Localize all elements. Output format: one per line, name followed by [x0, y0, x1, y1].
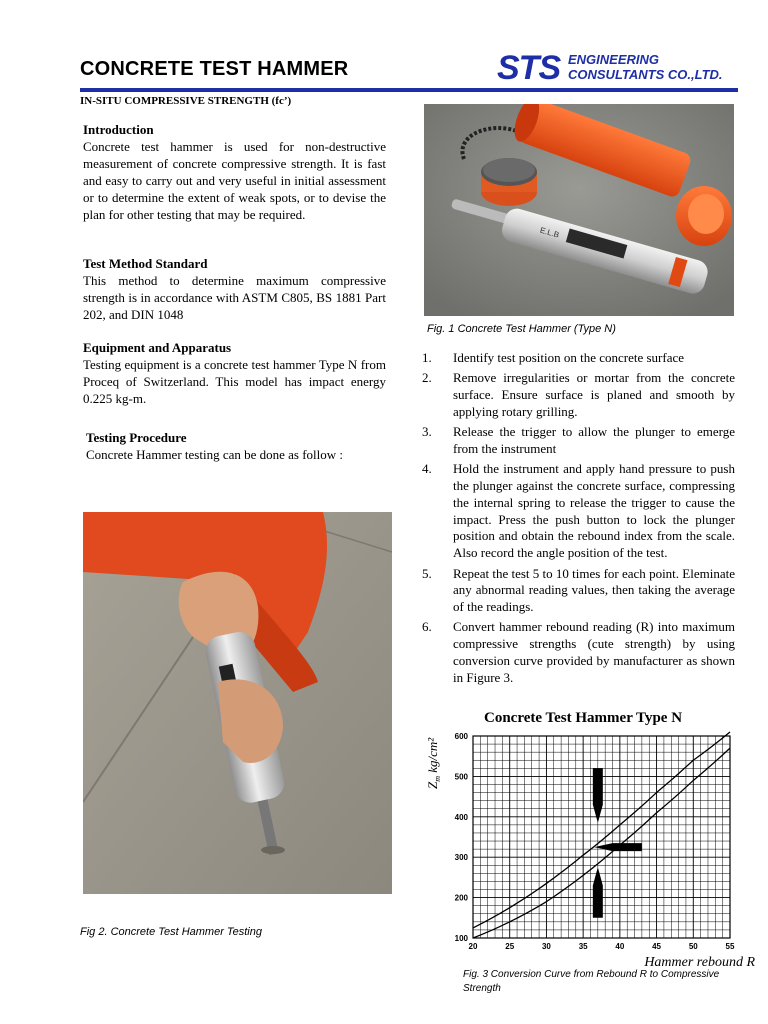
step-text: Convert hammer rebound reading (R) into maximum compressive strengths (cute strength) by using conversion curve provided by manufacturer as shown in Figure 3.	[453, 619, 735, 685]
chart-title: Concrete Test Hammer Type N	[484, 710, 683, 726]
fig1-photo	[424, 104, 734, 316]
chart-y-tick-label: 200	[454, 893, 468, 903]
chart-x-tick-label: 30	[541, 942, 551, 951]
chart-x-tick-label: 20	[468, 942, 478, 951]
chart-y-tick-label: 300	[454, 853, 468, 863]
fig2-caption: Fig 2. Concrete Test Hammer Testing	[80, 926, 262, 938]
company-name-line1: ENGINEERING	[568, 52, 660, 67]
step-text: Remove irregularities or mortar from the concrete surface. Ensure surface is planed and smooth by applying rotary grilling.	[453, 370, 735, 419]
chart-x-tick-label: 55	[725, 942, 735, 951]
company-logo: STS	[497, 49, 561, 87]
chart-ylabel-sub: m	[433, 775, 442, 782]
standard-text: This method to determine maximum compressive strength is in accordance with ASTM C805, BS 1881 Part 202, and DIN 1048	[83, 273, 386, 322]
header-divider	[80, 88, 738, 92]
step-number: 6.	[422, 619, 432, 635]
chart-y-tick-label: 100	[454, 934, 468, 943]
company-name-line2: CONSULTANTS CO.,LTD.	[568, 67, 723, 82]
procedure-intro-text: Concrete Hammer testing can be done as follow :	[86, 447, 344, 462]
chart-y-tick-label: 500	[454, 772, 468, 782]
chart-x-tick-label: 35	[578, 942, 588, 951]
company-name	[568, 52, 723, 82]
step-text: Repeat the test 5 to 10 times for each point. Eleminate any abnormal reading values, then taking the average of the readings.	[453, 565, 735, 615]
page-subtitle: IN-SITU COMPRESSIVE STRENGTH (fc’)	[80, 95, 292, 107]
standard-section	[83, 255, 386, 323]
fig1-caption: Fig. 1 Concrete Test Hammer (Type N)	[427, 323, 616, 335]
equipment-section	[83, 339, 386, 407]
step-number: 5.	[422, 565, 432, 581]
step-number: 1.	[422, 350, 432, 365]
standard-heading: Test Method Standard	[83, 256, 208, 271]
procedure-step	[422, 619, 735, 686]
fig2-photo	[83, 512, 392, 894]
chart-ylabel-unit: kg/cm²	[425, 737, 440, 776]
introduction-text: Concrete test hammer is used for non-destructive measurement of concrete compressive strength. It is fast and easy to carry out and very useful in initial assessment or to determine the extent of weak spots, or to devise the plan for other testing that may be required.	[83, 139, 386, 222]
chart-x-tick-label: 40	[615, 942, 625, 951]
chart-xlabel: Hammer rebound R	[644, 955, 755, 970]
step-number: 2.	[422, 370, 432, 386]
hammer-testing-illustration	[83, 512, 392, 894]
test-hammer-illustration	[424, 104, 734, 316]
step-text: Release the trigger to allow the plunger to emerge from the instrument	[453, 424, 735, 456]
fig3-caption: Fig. 3 Conversion Curve from Rebound R to Compressive Strength	[463, 969, 720, 994]
equipment-text: Testing equipment is a concrete test hammer Type N from Proceq of Switzerland. This model has impact energy 0.225 kg-m.	[83, 357, 386, 406]
equipment-heading: Equipment and Apparatus	[83, 340, 232, 355]
chart-y-tick-label: 400	[454, 812, 468, 822]
procedure-heading: Testing Procedure	[86, 430, 187, 445]
step-text: Hold the instrument and apply hand pressure to push the plunger against the concrete surface, compressing the internal spring to release the trigger to cause the impact. Press the push button to lock the plunger position and obtain the rebound index from the scale. Also record the angle position of the test.	[453, 461, 735, 561]
chart-ylabel	[422, 735, 442, 795]
page-title: CONCRETE TEST HAMMER	[80, 58, 349, 80]
introduction-heading: Introduction	[83, 122, 154, 137]
conversion-chart	[440, 728, 760, 986]
procedure-step	[422, 350, 735, 367]
chart-x-ticks	[469, 942, 735, 951]
chart-y-ticks	[455, 732, 469, 943]
introduction-section	[83, 121, 386, 223]
step-number: 3.	[422, 424, 432, 440]
chart-y-tick-label: 600	[454, 732, 468, 741]
chart-x-tick-label: 50	[688, 942, 698, 951]
hammer-brand-label: E.L.B	[538, 225, 561, 240]
procedure-step	[422, 424, 735, 458]
step-text: Identify test position on the concrete surface	[453, 350, 685, 365]
procedure-section	[86, 429, 389, 463]
procedure-step	[422, 566, 735, 616]
procedure-steps	[422, 350, 735, 690]
step-number: 4.	[422, 461, 432, 477]
procedure-step	[422, 370, 735, 420]
chart-ylabel-main: Z	[425, 781, 440, 789]
chart-x-tick-label: 45	[652, 942, 662, 951]
procedure-step	[422, 461, 735, 562]
chart-x-tick-label: 25	[505, 942, 515, 951]
